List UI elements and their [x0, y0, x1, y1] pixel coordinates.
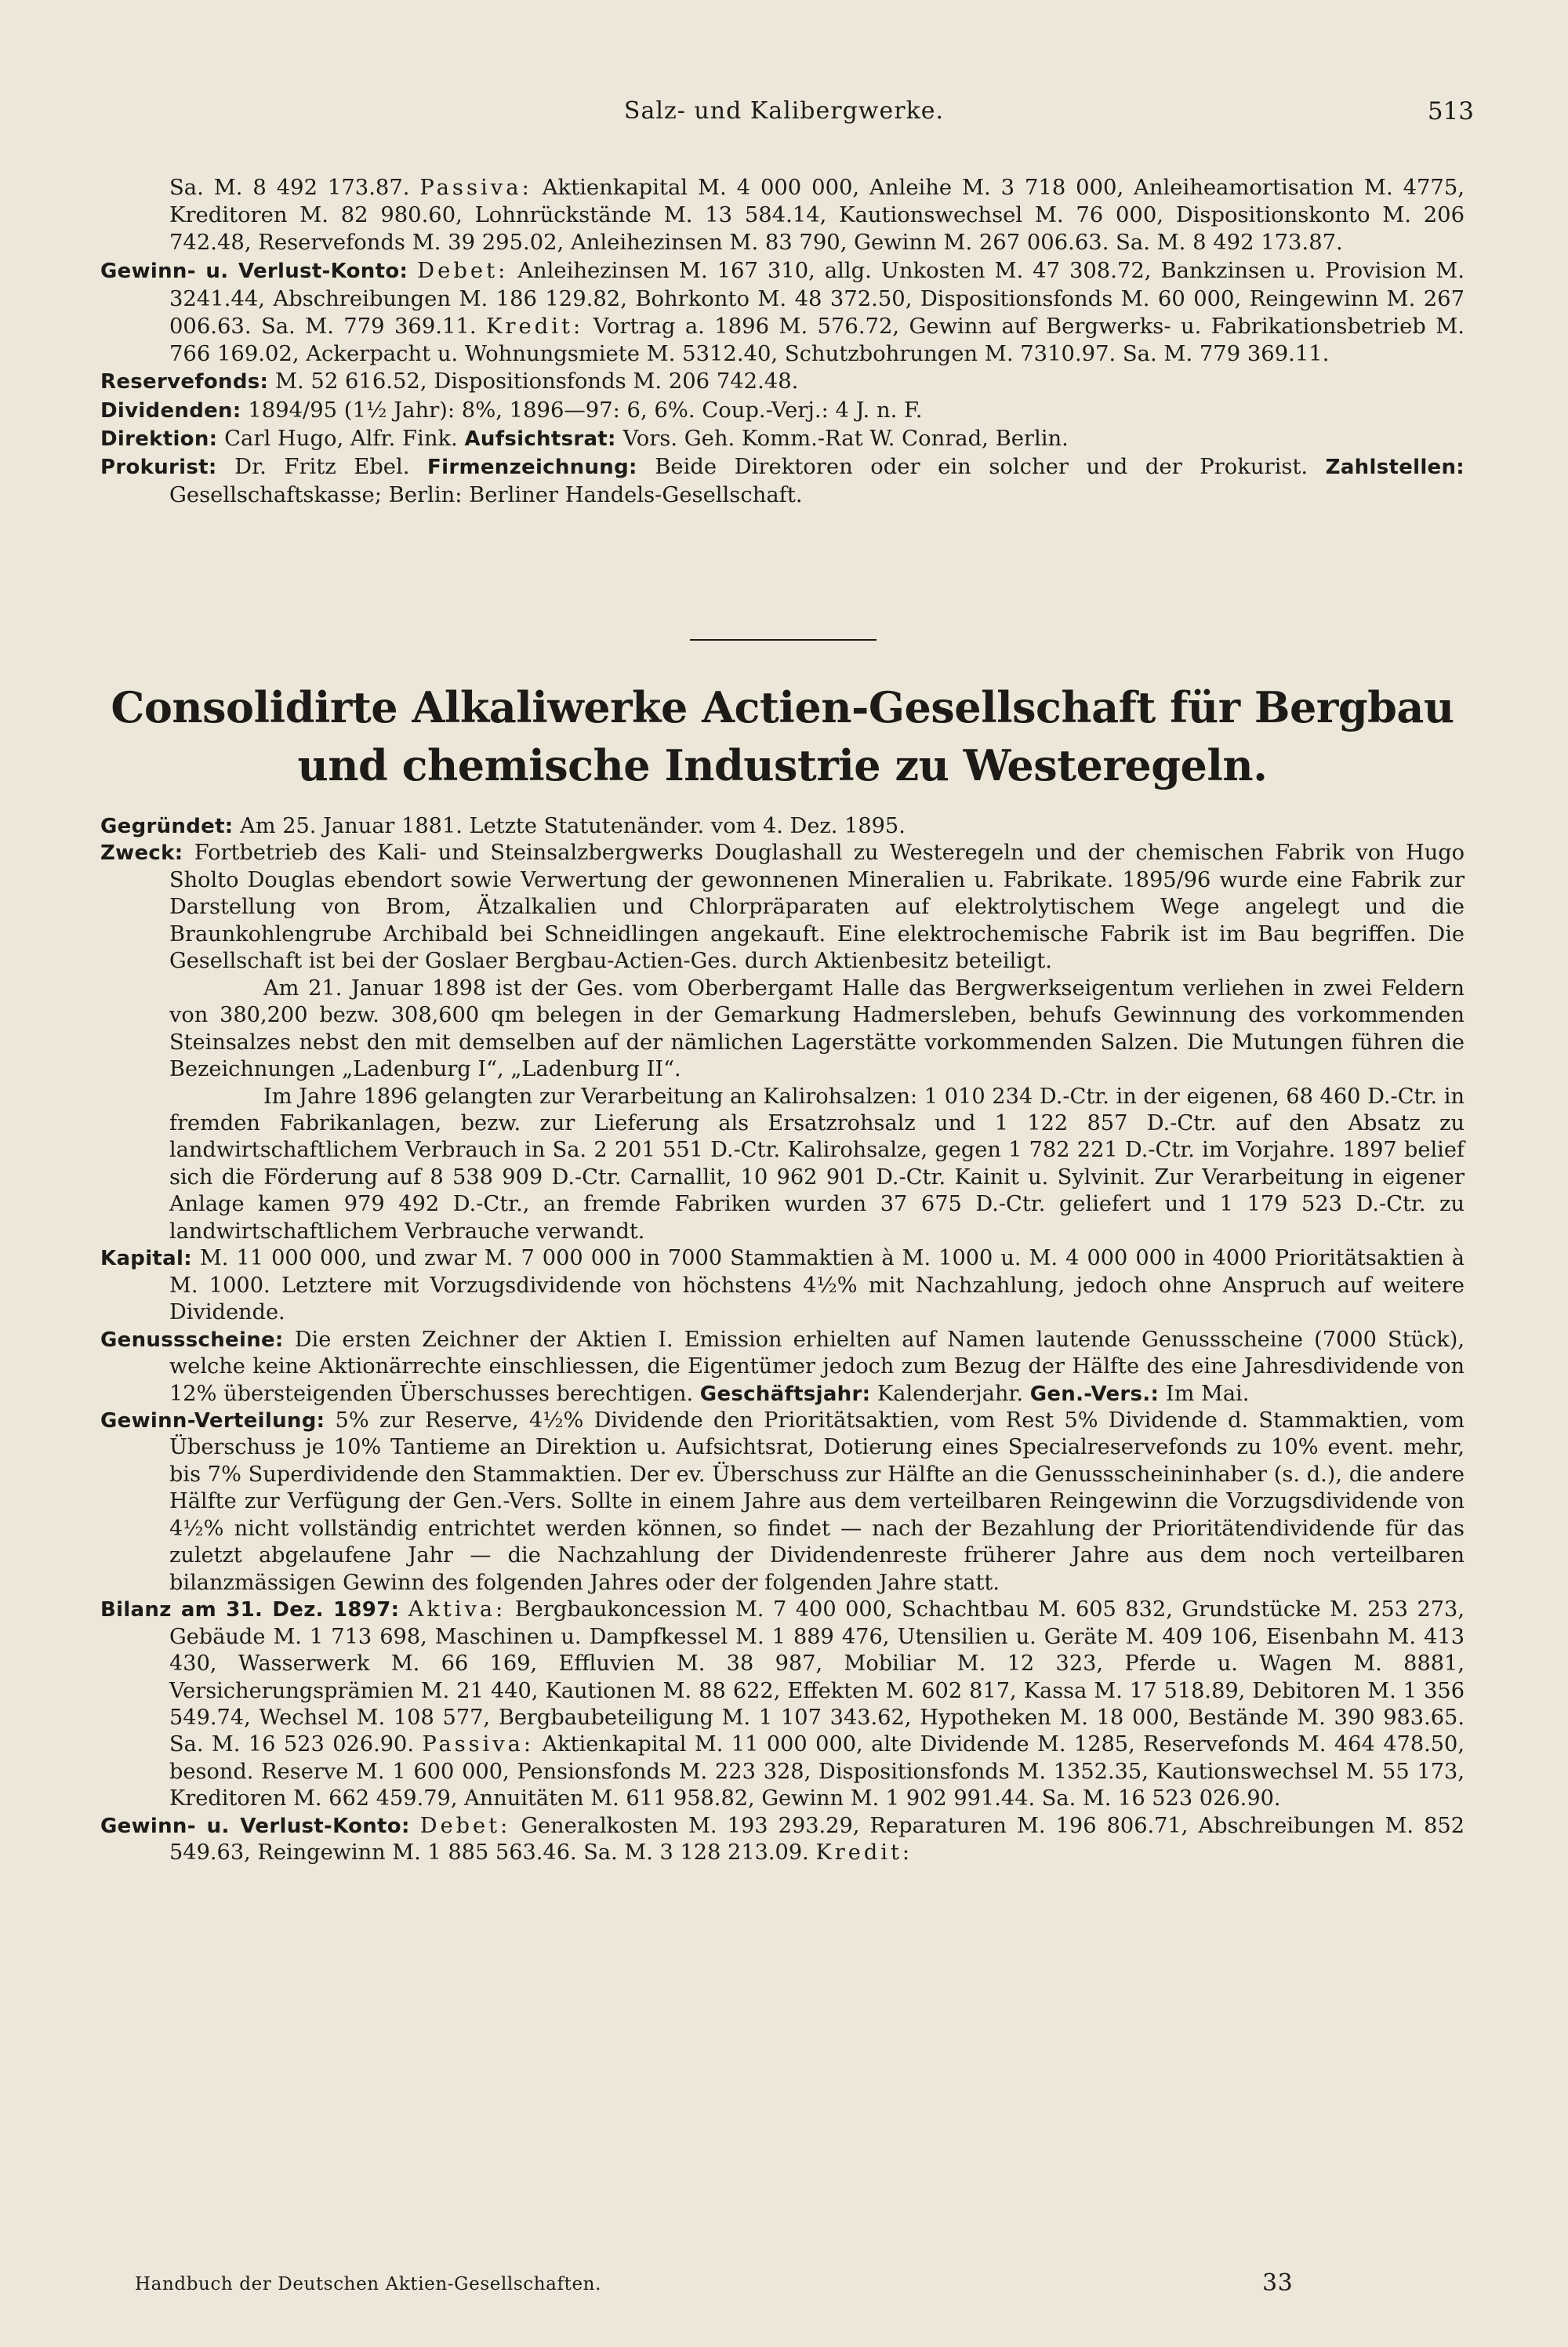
previous-company-section — [100, 174, 1465, 509]
reservefonds-label: Reservefonds: — [100, 370, 269, 394]
page-header-title: Salz- und Kalibergwerke. — [623, 97, 945, 125]
company-title-line1: Consolidirte Alkaliwerke Actien-Gesellschaft für Bergbau — [111, 682, 1454, 732]
gen-vers-label: Gen.-Vers.: — [1029, 1382, 1160, 1406]
genussscheine-label: Genussscheine: — [100, 1328, 284, 1352]
direktion-text: Carl Hugo, Alfr. Fink. — [217, 426, 465, 451]
kredit-text: Vortrag a. 1896 M. 576.72, Gewinn auf Bergwerks- u. Fabrikationsbetrieb M. 766 169.02, Ackerpacht u. Wohnungsmiete M. 5312.40, Schutzbohrungen M. 7310.97. Sa. M. 779 369.11. — [169, 314, 1465, 367]
running-head — [0, 97, 1568, 129]
page-footer — [135, 2269, 1311, 2297]
signature-mark: 33 — [1262, 2269, 1294, 2297]
section-divider — [690, 639, 877, 641]
balance-passiva-entry — [100, 174, 1465, 257]
gewinn-verteilung-label: Gewinn-Verteilung: — [100, 1408, 325, 1433]
debet-text-2: Generalkosten M. 193 293.29, Reparaturen M. 196 806.71, Abschreibungen M. 852 549.63, Reingewinn M. 1 885 563.46. Sa. M. 3 128 213.09. — [169, 1813, 1465, 1866]
gewinn-verlust-entry-2 — [100, 1813, 1465, 1867]
debet-label-2: Debet: — [419, 1813, 511, 1838]
gewinn-verlust-label: Gewinn- u. Verlust-Konto: — [100, 259, 408, 283]
passiva-label-2: Passiva: — [422, 1732, 535, 1757]
kapital-entry — [100, 1245, 1465, 1326]
firmenzeichnung-text: Beide Direktoren oder ein solcher und der Prokurist. — [637, 455, 1326, 480]
prokurist-entry — [100, 453, 1465, 509]
zahlstellen-label: Zahlstellen: — [1325, 456, 1465, 480]
geschaeftsjahr-text: Kalenderjahr. — [870, 1381, 1030, 1406]
reservefonds-text: M. 52 616.52, Dispositionsfonds M. 206 742.48. — [268, 369, 799, 394]
kapital-text: M. 11 000 000, und zwar M. 7 000 000 in 7000 Stammaktien à M. 1000 u. M. 4 000 000 in 4000 Prioritätsaktien à M. 1000. Letztere mit Vorzugsdividende von höchstens 4½% mit Nachzahlung, jedoch ohne Anspruch auf weitere Dividende. — [169, 1246, 1465, 1325]
gewinn-verlust-entry — [100, 257, 1465, 369]
bilanz-entry — [100, 1597, 1465, 1813]
prokurist-label: Prokurist: — [100, 456, 217, 480]
genussscheine-text: Die ersten Zeichner der Aktien I. Emission erhielten auf Namen lautende Genussscheine (7000 Stück), welche keine Aktionärrechte einschliessen, die Eigentümer jedoch zum Bezug der Hälfte des eine Jahresdividende von 12% übersteigenden Überschusses berechtigen. — [169, 1327, 1465, 1406]
genussscheine-entry — [100, 1327, 1465, 1408]
zweck-paragraph-3: Im Jahre 1896 gelangten zur Verarbeitung an Kalirohsalzen: 1 010 234 D.-Ctr. in der eigenen, 68 460 D.-Ctr. in fremden Fabrikanlagen, bezw. zur Lieferung als Ersatzrohsalz und 1 122 857 D.-Ctr. auf den Absatz zu landwirtschaftlichem Verbrauch in Sa. 2 201 551 D.-Ctr. Kalirohsalze, gegen 1 782 221 D.-Ctr. im Vorjahre. 1897 belief sich die Förderung auf 8 538 909 D.-Ctr. Carnallit, 10 962 901 D.-Ctr. Kainit u. Sylvinit. Zur Verarbeitung in eigener Anlage kamen 979 492 D.-Ctr., an fremde Fabriken wurden 37 675 D.-Ctr. geliefert und 1 179 523 D.-Ctr. zu landwirtschaftlichem Verbrauche verwandt. — [169, 1084, 1465, 1244]
footer-text: Handbuch der Deutschen Aktien-Gesellschaften. — [135, 2274, 601, 2294]
company-title-line2: und chemische Industrie zu Westeregeln. — [297, 740, 1268, 790]
direktion-entry — [100, 425, 1465, 453]
bilanz-label: Bilanz am 31. Dez. 1897: — [100, 1598, 400, 1622]
passiva-text-2: Aktienkapital M. 11 000 000, alte Dividende M. 1285, Reservefonds M. 464 478.50, besond. Reserve M. 1 600 000, Pensionsfonds M. 223 328, Dispositionsfonds M. 1352.35, Kautionswechsel M. 55 173, Kreditoren M. 662 459.79, Annuitäten M. 611 958.82, Gewinn M. 1 902 991.44. Sa. M. 16 523 026.90. — [169, 1732, 1465, 1811]
page-number: 513 — [1427, 97, 1474, 125]
direktion-label: Direktion: — [100, 427, 218, 451]
aufsichtsrat-text: Vors. Geh. Komm.-Rat W. Conrad, Berlin. — [615, 426, 1069, 451]
zweck-label: Zweck: — [100, 841, 183, 866]
gegruendet-text: Am 25. Januar 1881. Letzte Statutenänder. vom 4. Dez. 1895. — [233, 814, 906, 838]
company-section — [100, 813, 1465, 1867]
gegruendet-entry — [100, 813, 1465, 840]
zweck-paragraph-2: Am 21. Januar 1898 ist der Ges. vom Oberbergamt Halle das Bergwerkseigentum verliehen in zwei Feldern von 380,200 bezw. 308,600 qm belegen in der Gemarkung Hadmersleben, behufs Gewinnung des vorkommenden Steinsalzes nebst den mit demselben auf der nämlichen Lagerstätte vorkommenden Salzen. Die Mutungen führen die Bezeichnungen „Ladenburg I“, „Ladenburg II“. — [169, 975, 1465, 1082]
passiva-text: Aktienkapital M. 4 000 000, Anleihe M. 3 718 000, Anleiheamortisation M. 4775, Kreditoren M. 82 980.60, Lohnrückstände M. 13 584.14, Kautionswechsel M. 76 000, Dispositionskonto M. 206 742.48, Reservefonds M. 39 295.02, Anleihezinsen M. 83 790, Gewinn M. 267 006.63. Sa. M. 8 492 173.87. — [169, 176, 1465, 256]
reservefonds-entry — [100, 368, 1465, 396]
passiva-label: Passiva: — [419, 176, 532, 200]
gen-vers-text: Im Mai. — [1159, 1381, 1250, 1406]
kapital-label: Kapital: — [100, 1247, 192, 1271]
debet-label: Debet: — [417, 258, 509, 283]
prokurist-text: Dr. Fritz Ebel. — [216, 455, 428, 480]
zahlstellen-text: Gesellschaftskasse; Berlin: Berliner Handels-Gesellschaft. — [169, 483, 803, 508]
dividenden-entry — [100, 397, 1465, 425]
gewinn-verlust-label-2: Gewinn- u. Verlust-Konto: — [100, 1814, 410, 1838]
gewinn-verteilung-text: 5% zur Reserve, 4½% Dividende den Prioritätsaktien, vom Rest 5% Dividende d. Stammaktien, vom Überschuss je 10% Tantieme an Direktion u. Aufsichtsrat, Dotierung eines Specialreservefonds zu 10% event. mehr, bis 7% Superdividende den Stammaktien. Der ev. Überschuss zur Hälfte an die Genussscheininhaber (s. d.), die andere Hälfte zur Verfügung der Gen.-Vers. Sollte in einem Jahre aus dem verteilbaren Reingewinn die Vorzugsdividende von 4½% nicht vollständig entrichtet werden können, so findet — nach der Bezahlung der Prioritätendividende für das zuletzt abgelaufene Jahr — die Nachzahlung der Dividendenreste früherer Jahre aus dem noch verteilbaren bilanzmässigen Gewinn des folgenden Jahres oder der folgenden Jahre statt. — [169, 1408, 1465, 1595]
aktiva-label: Aktiva: — [408, 1597, 506, 1622]
debet-text: Anleihezinsen M. 167 310, allg. Unkosten M. 47 308.72, Bankzinsen u. Provision M. 3241.44, Abschreibungen M. 186 129.82, Bohrkonto M. 48 372.50, Dispositionsfonds M. 60 000, Reingewinn M. 267 006.63. Sa. M. 779 369.11. — [169, 258, 1465, 340]
zweck-entry — [100, 840, 1465, 975]
kredit-label: Kredit: — [485, 314, 584, 340]
gewinn-verteilung-entry — [100, 1408, 1465, 1597]
gegruendet-label: Gegründet: — [100, 815, 234, 838]
company-title — [100, 678, 1465, 794]
balance-text: Sa. M. 8 492 173.87. — [169, 176, 420, 200]
aktiva-text: Bergbaukoncession M. 7 400 000, Schachtbau M. 605 832, Grundstücke M. 253 273, Gebäude M. 1 713 698, Maschinen u. Dampfkessel M. 1 889 476, Utensilien u. Geräte M. 409 106, Eisenbahn M. 413 430, Wasserwerk M. 66 169, Effluvien M. 38 987, Mobiliar M. 12 323, Pferde u. Wagen M. 8881, Versicherungsprämien M. 21 440, Kautionen M. 88 622, Effekten M. 602 817, Kassa M. 17 518.89, Debitoren M. 1 356 549.74, Wechsel M. 108 577, Bergbaubeteiligung M. 1 107 343.62, Hypotheken M. 18 000, Bestände M. 390 983.65. Sa. M. 16 523 026.90. — [169, 1597, 1465, 1757]
aufsichtsrat-label: Aufsichtsrat: — [464, 427, 616, 451]
firmenzeichnung-label: Firmenzeichnung: — [427, 456, 637, 480]
dividenden-label: Dividenden: — [100, 398, 241, 423]
geschaeftsjahr-label: Geschäftsjahr: — [699, 1382, 871, 1406]
dividenden-text: 1894/95 (1½ Jahr): 8%, 1896—97: 6, 6%. Coup.-Verj.: 4 J. n. F. — [241, 398, 923, 423]
kredit-label-2: Kredit: — [815, 1840, 913, 1866]
zweck-text: Fortbetrieb des Kali- und Steinsalzbergwerks Douglashall zu Westeregeln und der chemischen Fabrik von Hugo Sholto Douglas ebendort sowie Verwertung der gewonnenen Mineralien u. Fabrikate. 1895/96 wurde eine Fabrik zur Darstellung von Brom, Ätzalkalien und Chlorpräparaten auf elektrolytischem Wege angelegt und die Braunkohlengrube Archibald bei Schneidlingen angekauft. Eine elektrochemische Fabrik ist im Bau begriffen. Die Gesellschaft ist bei der Goslaer Bergbau-Actien-Ges. durch Aktienbesitz beteiligt. — [169, 841, 1465, 974]
